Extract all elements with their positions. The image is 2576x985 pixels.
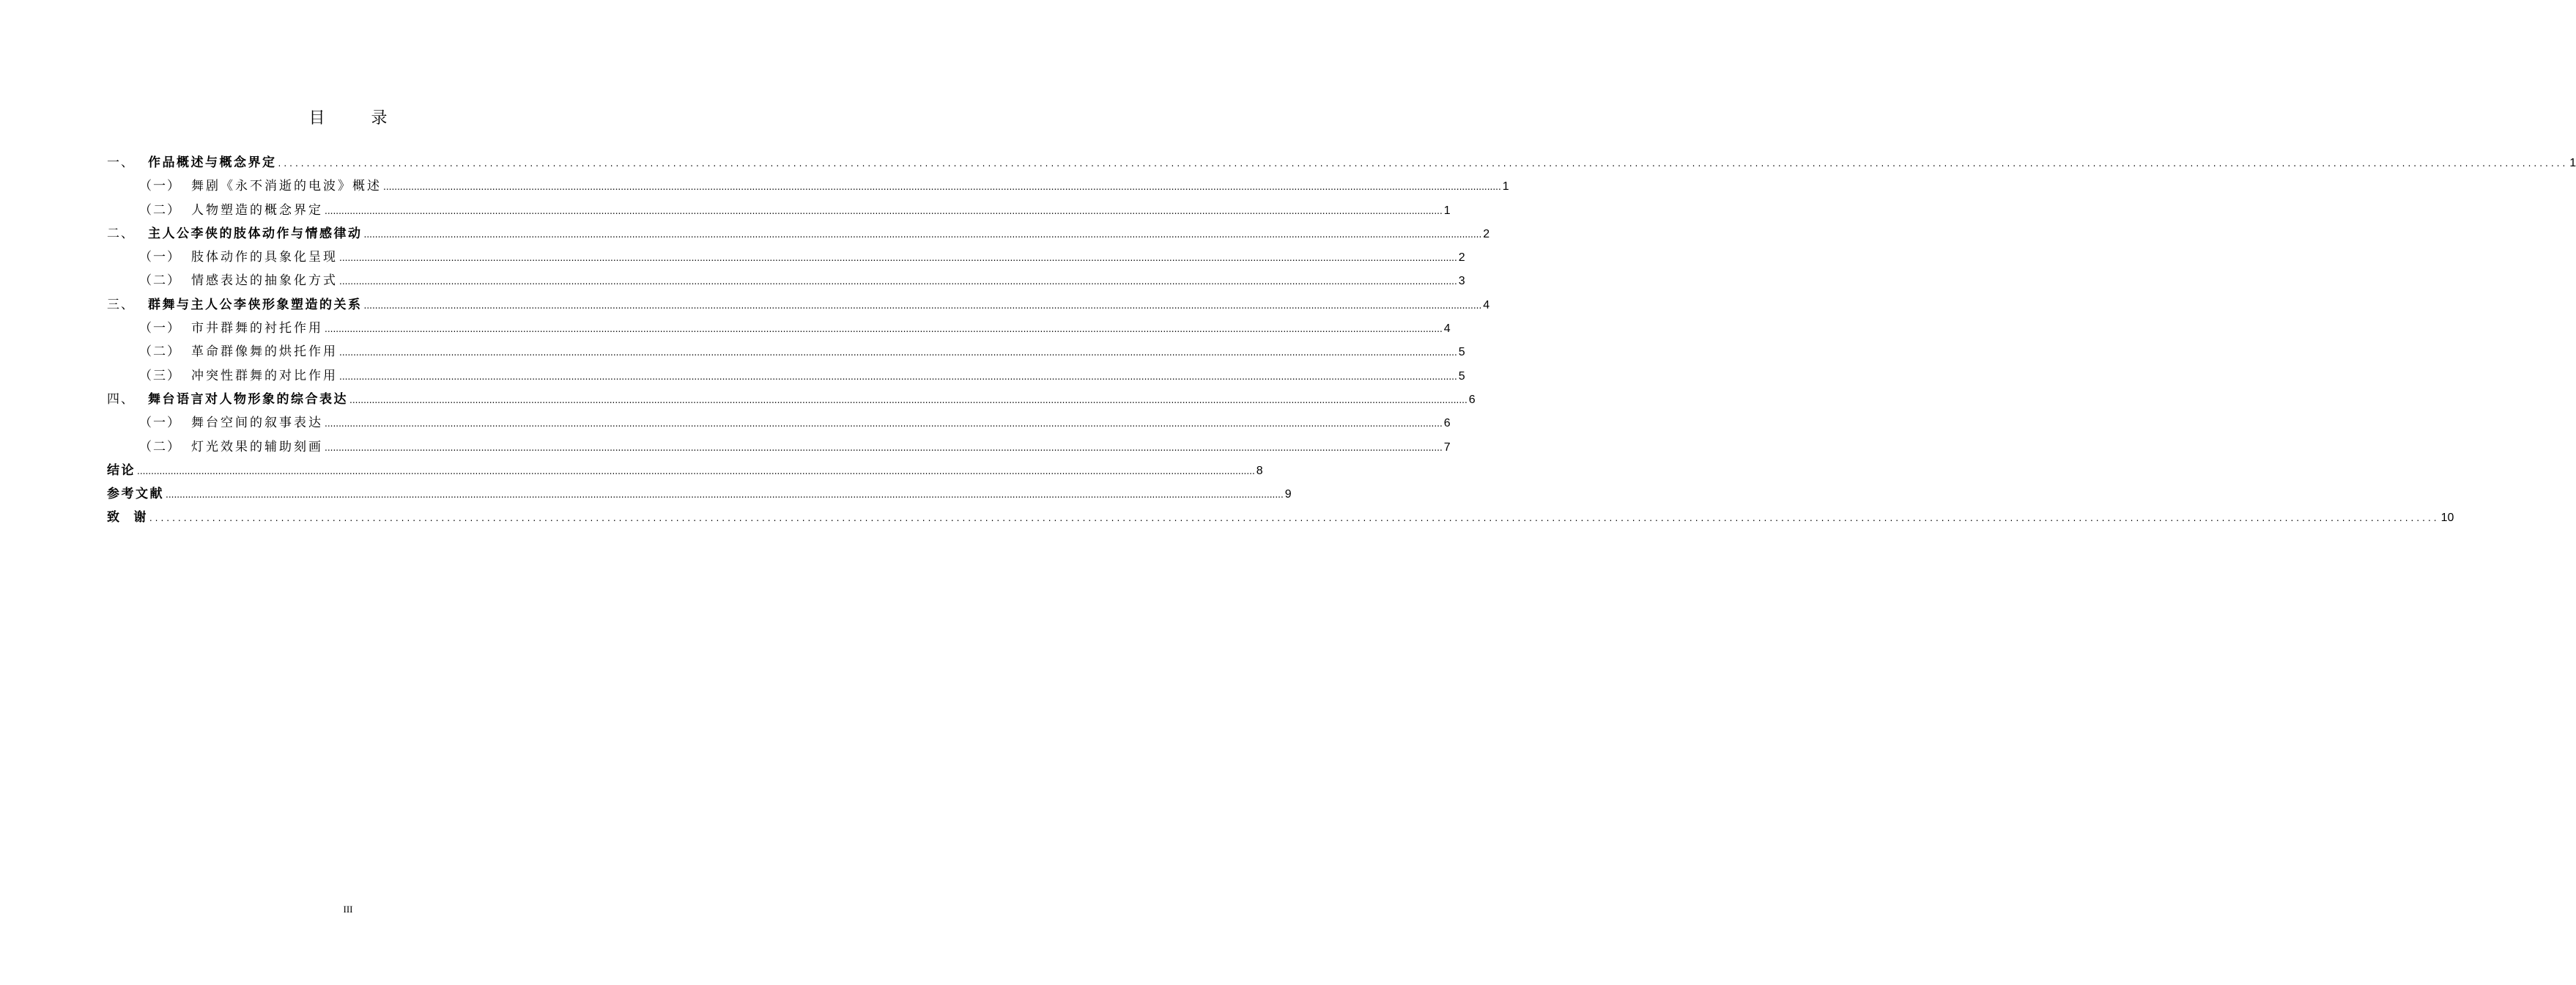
toc-entry-title: 冲突性群舞的对比作用 <box>191 368 338 383</box>
toc-entry-title: 致 谢 <box>107 510 148 525</box>
toc-entry-page: 8 <box>1256 464 1263 477</box>
table-of-contents <box>107 151 2576 530</box>
toc-entry[interactable] <box>107 388 1476 411</box>
toc-entry[interactable] <box>107 506 2454 529</box>
toc-entry-page: 1 <box>2569 157 2576 169</box>
page-number-footer: III <box>343 904 353 915</box>
toc-entry-title: 灯光效果的辅助刻画 <box>191 439 323 454</box>
toc-entry-number: （一） <box>139 321 181 336</box>
toc-entry[interactable] <box>107 435 1451 459</box>
toc-entry-page: 1 <box>1443 204 1451 217</box>
toc-entry-title: 舞台语言对人物形象的综合表达 <box>148 391 348 407</box>
toc-entry-page: 9 <box>1284 488 1292 501</box>
toc-entry-number: （二） <box>139 439 181 454</box>
toc-entry-page: 4 <box>1443 322 1451 336</box>
toc-entry-page: 2 <box>1483 227 1490 240</box>
toc-entry-number: （三） <box>139 368 181 383</box>
toc-entry-page: 6 <box>1468 393 1476 406</box>
toc-entry-page: 5 <box>1458 346 1465 359</box>
toc-entry-page: 7 <box>1443 440 1451 454</box>
toc-leader-dots: ................................................................................................................................................................................................................................................................................................................................................................................................................ <box>383 182 1501 193</box>
toc-leader-dots: ................................................................................................................................................................................................................................................................................................................................................................................................................ <box>325 205 1443 216</box>
toc-entry-page: 2 <box>1458 251 1465 265</box>
toc-entry-title: 主人公李侠的肢体动作与情感律动 <box>148 226 363 241</box>
toc-leader-dots: ................................................................................................................................................................................................................................................................................................................................................................................................................ <box>325 418 1443 429</box>
toc-entry-page: 10 <box>2440 512 2454 525</box>
toc-entry-number: 二、 <box>107 226 135 241</box>
toc-leader-dots: ................................................................................................................................................................................................................................................................................................................................................................................................................ <box>339 347 1457 358</box>
toc-entry-page: 3 <box>1458 275 1465 288</box>
toc-entry-number: 四、 <box>107 391 135 407</box>
toc-leader-dots: ................................................................................................................................................................................................................................................................................................................................................................................................................ <box>349 394 1467 405</box>
toc-entry[interactable] <box>107 222 1490 246</box>
toc-leader-dots: ................................................................................................................................................................................................................................................................................................................................................................................................................ <box>339 276 1457 287</box>
toc-entry-number: （一） <box>139 250 181 265</box>
toc-entry-number: 三、 <box>107 297 135 312</box>
toc-leader-dots: ................................................................................................................................................................................................................................................................................................................................................................................................................ <box>339 371 1457 382</box>
toc-entry-number: 一、 <box>107 155 135 170</box>
toc-entry-title: 舞台空间的叙事表达 <box>191 416 323 431</box>
toc-entry[interactable] <box>107 174 1509 198</box>
toc-entry[interactable] <box>107 317 1451 340</box>
toc-entry-number: （一） <box>139 416 181 431</box>
toc-entry[interactable] <box>107 246 1465 269</box>
toc-entry-title: 情感表达的抽象化方式 <box>191 273 338 289</box>
toc-entry-page: 6 <box>1443 417 1451 430</box>
toc-entry-page: 4 <box>1483 298 1490 311</box>
toc-entry[interactable] <box>107 340 1465 364</box>
toc-entry-title: 市井群舞的衬托作用 <box>191 321 323 336</box>
toc-leader-dots: ................................................................................................................................................................................................................................................................................................................................................................................................................ <box>363 229 1482 240</box>
toc-entry-title: 结论 <box>107 462 136 478</box>
toc-leader-dots: ................................................................................................................................................................................................................................................................................................................................................................................................................ <box>325 324 1443 335</box>
toc-entry-title: 人物塑造的概念界定 <box>191 202 323 218</box>
toc-entry[interactable] <box>107 269 1465 292</box>
toc-entry-title: 革命群像舞的烘托作用 <box>191 344 338 360</box>
toc-entry-page: 1 <box>1502 180 1509 193</box>
toc-entry[interactable] <box>107 459 1263 482</box>
toc-leader-dots: ................................................................................................................................................................................................................................................................................................................................................................................................................ <box>166 490 1284 501</box>
toc-leader-dots: ................................................................................................................................................................................................................................................................................................................................................................................................................ <box>137 465 1255 476</box>
toc-entry[interactable] <box>107 293 1490 317</box>
toc-entry-title: 参考文献 <box>107 487 164 502</box>
toc-entry[interactable] <box>107 151 2576 174</box>
toc-leader-dots: ................................................................................................................................................................................................................................................................................................................................................................................................................ <box>363 300 1482 311</box>
toc-entry[interactable] <box>107 199 1451 222</box>
toc-title: 目 录 <box>308 109 408 128</box>
toc-entry[interactable] <box>107 364 1465 388</box>
toc-entry-page: 5 <box>1458 369 1465 383</box>
toc-entry-title: 作品概述与概念界定 <box>148 155 277 170</box>
toc-entry[interactable] <box>107 411 1451 435</box>
toc-leader-dots: ................................................................................................................................................................................................................................................................................................................................................................................................................ <box>149 513 2440 524</box>
toc-leader-dots: ................................................................................................................................................................................................................................................................................................................................................................................................................ <box>325 442 1443 453</box>
toc-entry-title: 群舞与主人公李侠形象塑造的关系 <box>148 297 363 312</box>
toc-entry-number: （一） <box>139 179 181 194</box>
toc-entry-number: （二） <box>139 344 181 360</box>
toc-leader-dots: ................................................................................................................................................................................................................................................................................................................................................................................................................ <box>278 158 2569 169</box>
toc-entry-title: 舞剧《永不消逝的电波》概述 <box>191 179 382 194</box>
toc-entry-number: （二） <box>139 273 181 289</box>
toc-entry-number: （二） <box>139 202 181 218</box>
toc-entry-title: 肢体动作的具象化呈现 <box>191 250 338 265</box>
toc-entry[interactable] <box>107 482 1292 506</box>
toc-leader-dots: ................................................................................................................................................................................................................................................................................................................................................................................................................ <box>339 253 1457 264</box>
